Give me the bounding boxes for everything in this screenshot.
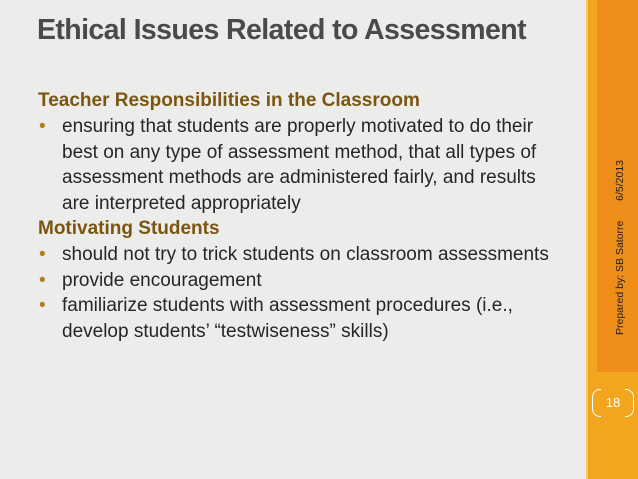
page-number: 18 — [605, 395, 621, 410]
bullet-text: provide encouragement — [62, 269, 262, 291]
bullet-text: familiarize students with assessment procedures (i.e., develop students’ “testwiseness” skills) — [62, 295, 513, 342]
bullet-glyph: • — [39, 269, 46, 291]
bullet-text: ensuring that students are properly motivated to do their best on any type of assessment method, that all types of assessment methods are administered fairly, and results are interpreted appropriately — [62, 116, 537, 214]
bullet-glyph: • — [39, 116, 46, 137]
section-heading-teacher-responsibilities: Teacher Responsibilities in the Classroom — [38, 90, 420, 111]
bullet-text: should not try to trick students on classroom assessments — [62, 244, 549, 265]
footer-date: 6/5/2013 — [614, 160, 626, 201]
bullet-glyph: • — [39, 295, 46, 316]
slide-title: Ethical Issues Related to Assessment — [37, 14, 526, 46]
bullet-item — [38, 114, 558, 216]
bullet-item — [38, 268, 558, 294]
bullet-item — [38, 293, 558, 344]
section-heading-motivating-students: Motivating Students — [38, 218, 220, 239]
bullet-item — [38, 242, 558, 268]
footer-vertical-text — [612, 160, 628, 335]
page-number-badge — [592, 389, 634, 417]
bullet-glyph: • — [39, 244, 46, 265]
footer-author: Prepared by: SB Satorre — [614, 220, 626, 335]
slide-content — [38, 88, 558, 344]
